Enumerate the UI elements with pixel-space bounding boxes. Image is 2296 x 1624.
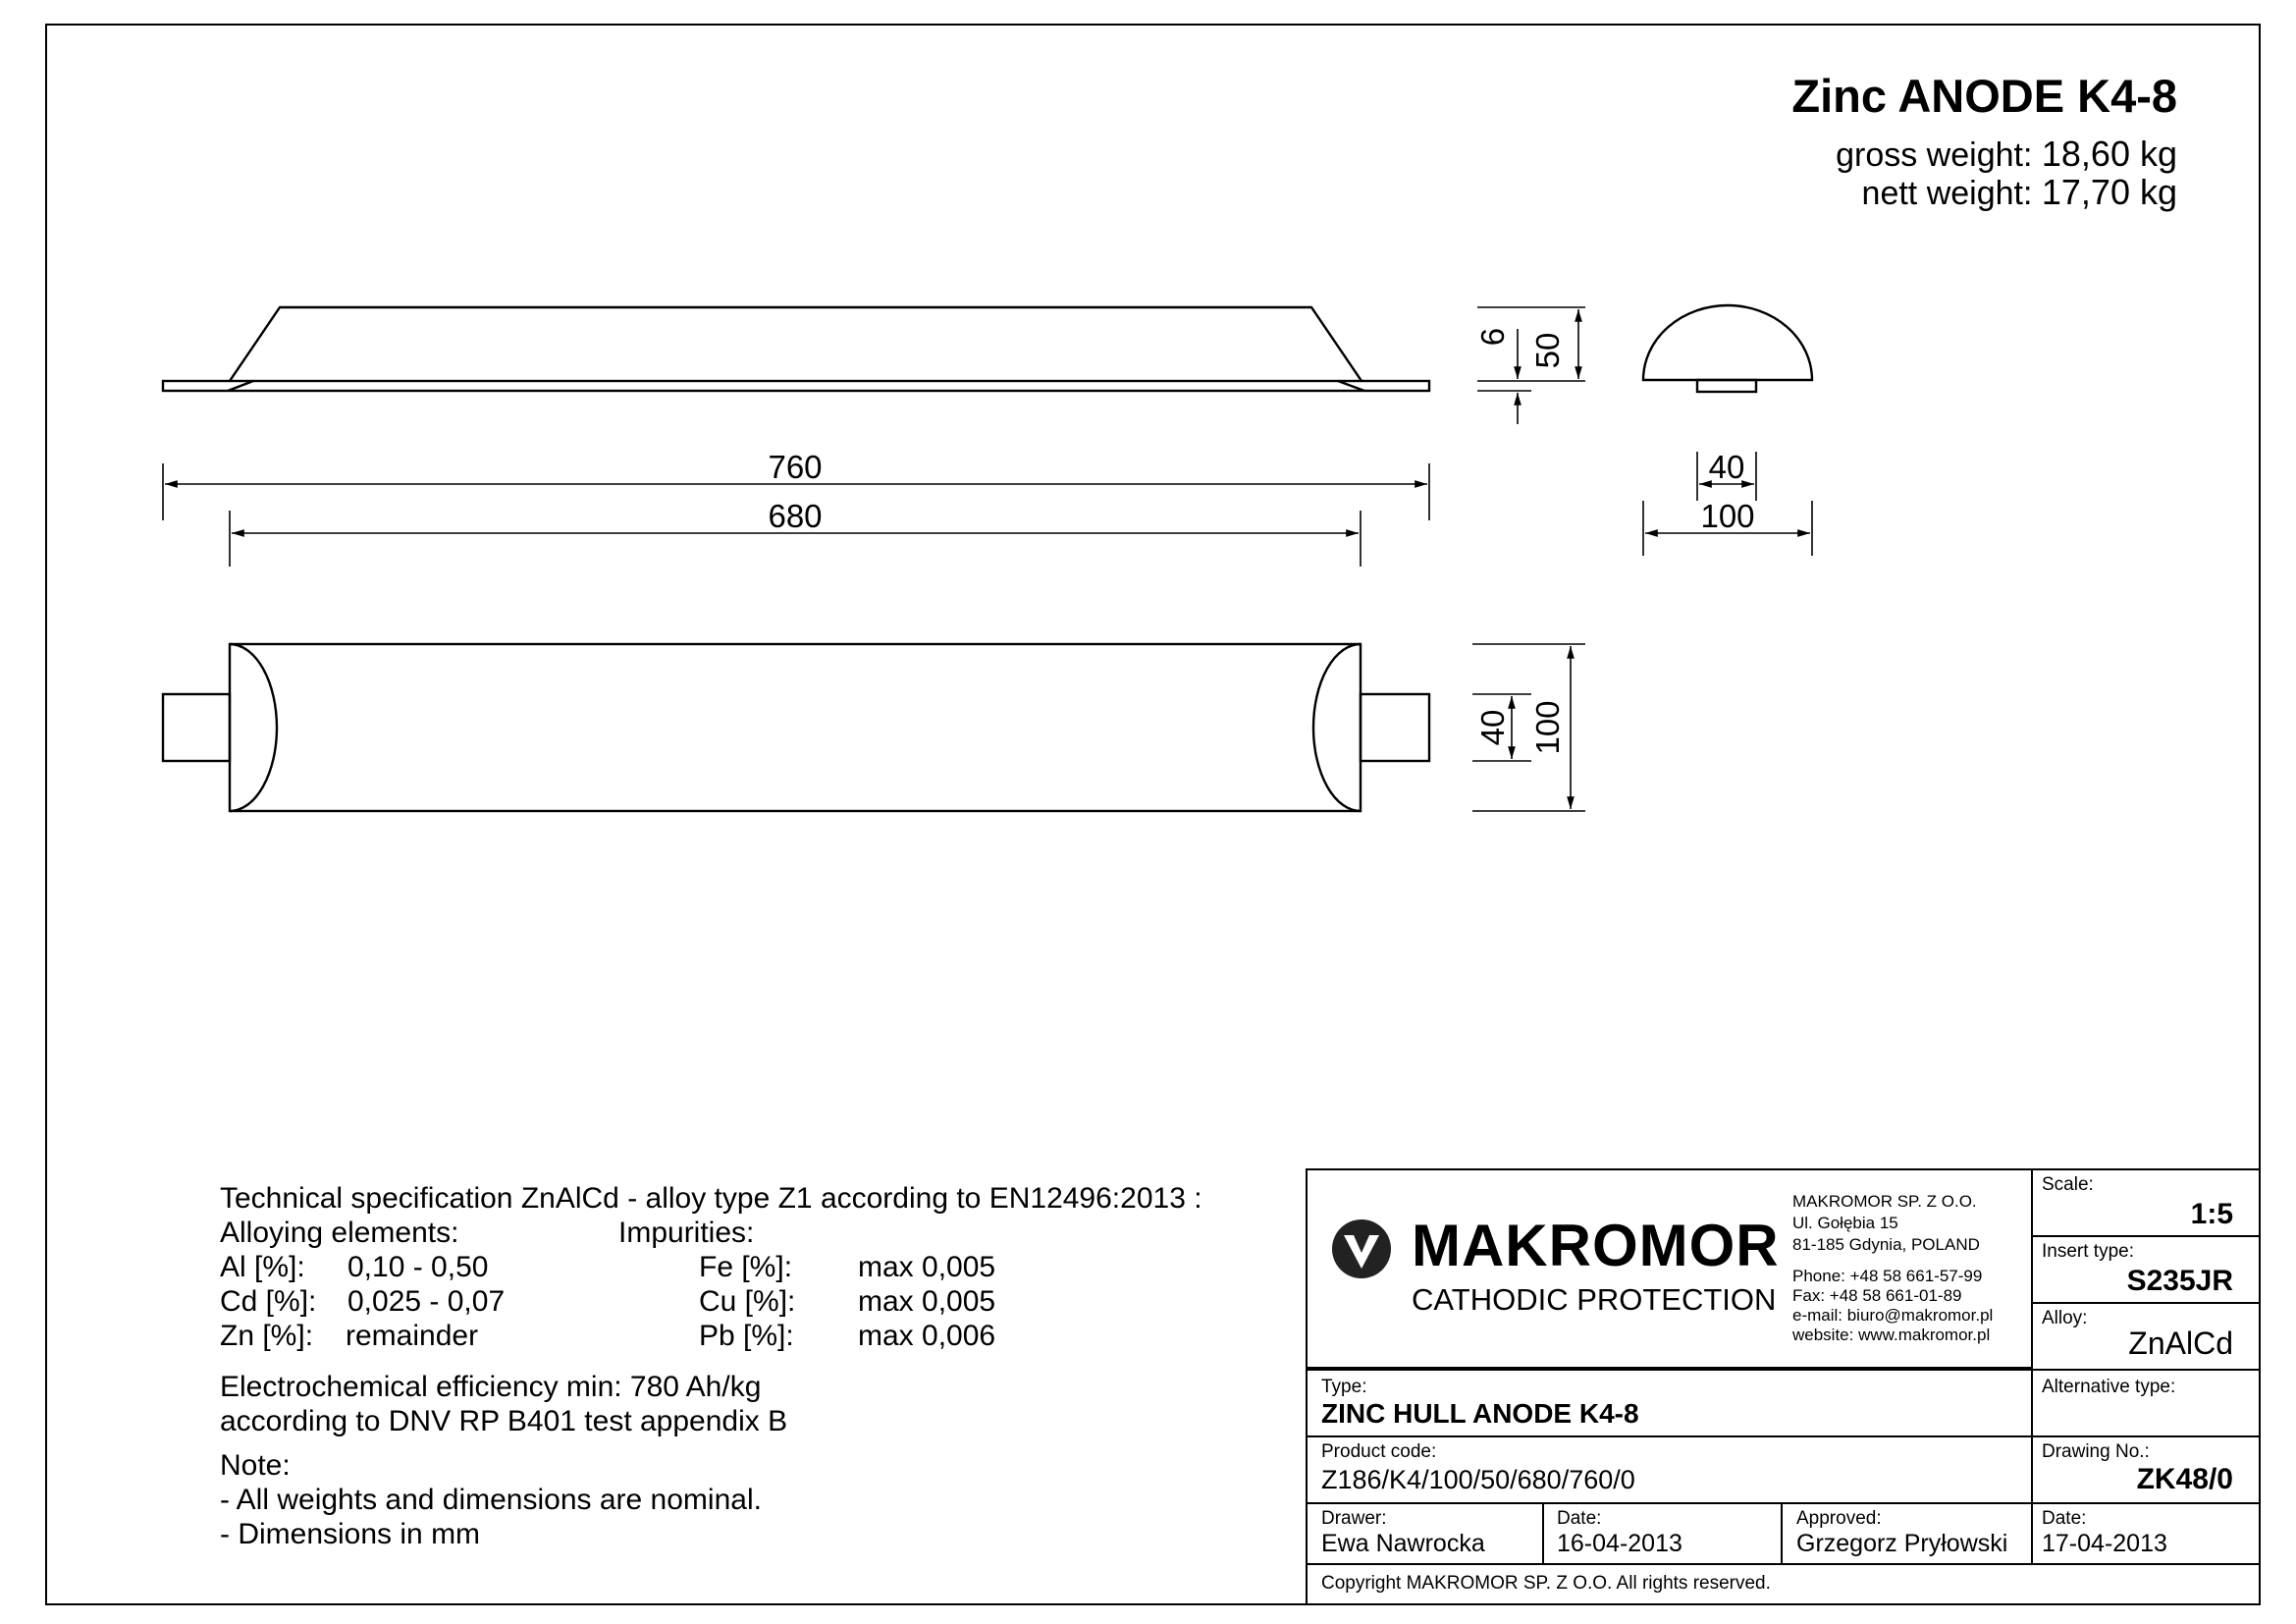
drawing-no-label: Drawing No.: [2042, 1441, 2150, 1462]
impurity-value: max 0,005 [858, 1285, 996, 1318]
nett-weight-label: nett weight: [1861, 175, 2033, 212]
end-view-insert [1697, 380, 1756, 392]
dim-40-end-label: 40 [1708, 449, 1745, 485]
note-item: - All weights and dimensions are nominal. [220, 1484, 762, 1516]
title-block [1306, 1168, 2261, 1605]
top-view-arc-right [1313, 644, 1361, 811]
top-view-tab-left [163, 694, 230, 761]
alloy-value: 0,10 - 0,50 [347, 1251, 489, 1283]
product-code-value: Z186/K4/100/50/680/760/0 [1321, 1465, 1635, 1494]
scale-label: Scale: [2042, 1174, 2094, 1195]
product-code-label: Product code: [1321, 1441, 1437, 1462]
alternative-type-label: Alternative type: [2042, 1377, 2176, 1397]
copyright: Copyright MAKROMOR SP. Z O.O. All rights reserved. [1321, 1573, 1771, 1594]
company-street: Ul. Gołębia 15 [1792, 1214, 1898, 1232]
logo-text: MAKROMOR [1412, 1213, 1780, 1278]
top-view [163, 644, 1429, 811]
impurities-heading: Impurities: [618, 1217, 755, 1249]
dim-6-label: 6 [1474, 327, 1511, 347]
company-phone: Phone: +48 58 661-57-99 [1792, 1267, 1983, 1285]
date-drawn-label: Date: [1557, 1508, 1602, 1529]
alloy-value: 0,025 - 0,07 [347, 1285, 506, 1318]
top-view-body [230, 644, 1361, 811]
efficiency-line-1: Electrochemical efficiency min: 780 Ah/kg [220, 1371, 762, 1403]
impurity-value: max 0,005 [858, 1251, 996, 1283]
impurity-value: max 0,006 [858, 1320, 996, 1352]
drawing-title: Zinc ANODE K4-8 [1791, 70, 2177, 122]
efficiency-line-2: according to DNV RP B401 test appendix B [220, 1405, 788, 1437]
side-view-flange [163, 381, 1429, 391]
drawing-no-value: ZK48/0 [2136, 1463, 2233, 1495]
top-view-arc-left [230, 644, 277, 811]
end-view-profile [1643, 305, 1812, 380]
drawer-value: Ewa Nawrocka [1321, 1530, 1485, 1557]
alloy-value: ZnAlCd [2128, 1326, 2233, 1361]
note-heading: Note: [220, 1449, 291, 1482]
date-approved-value: 17-04-2013 [2042, 1530, 2167, 1557]
company-fax: Fax: +48 58 661-01-89 [1792, 1286, 1962, 1305]
alloying-heading: Alloying elements: [220, 1217, 459, 1249]
company-website: website: www.makromor.pl [1792, 1326, 1991, 1344]
impurity-element: Cu [%]: [699, 1285, 796, 1318]
gross-weight-value: 18,60 kg [2041, 134, 2177, 174]
makromor-logo-icon [1330, 1218, 1393, 1280]
alloy-element: Cd [%]: [220, 1285, 317, 1318]
insert-type-value: S235JR [2126, 1265, 2233, 1297]
dim-40-top-label: 40 [1474, 709, 1511, 746]
company-email: e-mail: biuro@makromor.pl [1792, 1306, 1994, 1325]
dim-680-label: 680 [768, 498, 823, 534]
dim-100-end-label: 100 [1700, 498, 1755, 534]
insert-type-label: Insert type: [2042, 1241, 2134, 1262]
spec-heading: Technical specification ZnAlCd - alloy type Z1 according to EN12496:2013 : [220, 1182, 1202, 1215]
drawer-label: Drawer: [1321, 1508, 1387, 1529]
approved-value: Grzegorz Pryłowski [1796, 1530, 2008, 1557]
company-name: MAKROMOR SP. Z O.O. [1792, 1192, 1977, 1211]
type-value: ZINC HULL ANODE K4-8 [1321, 1398, 1639, 1429]
impurity-element: Fe [%]: [699, 1251, 793, 1283]
impurity-element: Pb [%]: [699, 1320, 794, 1352]
nett-weight-value: 17,70 kg [2041, 172, 2177, 212]
side-view-body [230, 307, 1362, 381]
dim-760-label: 760 [768, 449, 823, 485]
date-drawn-value: 16-04-2013 [1557, 1530, 1682, 1557]
top-view-tab-right [1361, 694, 1429, 761]
alloy-value: remainder [346, 1320, 479, 1352]
end-view [1643, 305, 1812, 392]
side-view-chamfers [228, 381, 1364, 391]
alloy-element: Al [%]: [220, 1251, 305, 1283]
logo-subtitle: CATHODIC PROTECTION [1412, 1282, 1777, 1317]
dim-50-label: 50 [1529, 332, 1566, 369]
company-city: 81-185 Gdynia, POLAND [1792, 1235, 1980, 1254]
scale-value: 1:5 [2190, 1198, 2233, 1230]
approved-label: Approved: [1796, 1508, 1882, 1529]
alloy-label: Alloy: [2042, 1308, 2088, 1328]
type-label: Type: [1321, 1377, 1367, 1397]
gross-weight-label: gross weight: [1836, 136, 2033, 174]
alloy-element: Zn [%]: [220, 1320, 314, 1352]
date-approved-label: Date: [2042, 1508, 2087, 1529]
side-view [163, 307, 1429, 391]
note-item: - Dimensions in mm [220, 1518, 481, 1550]
dim-100-top-label: 100 [1529, 700, 1566, 755]
